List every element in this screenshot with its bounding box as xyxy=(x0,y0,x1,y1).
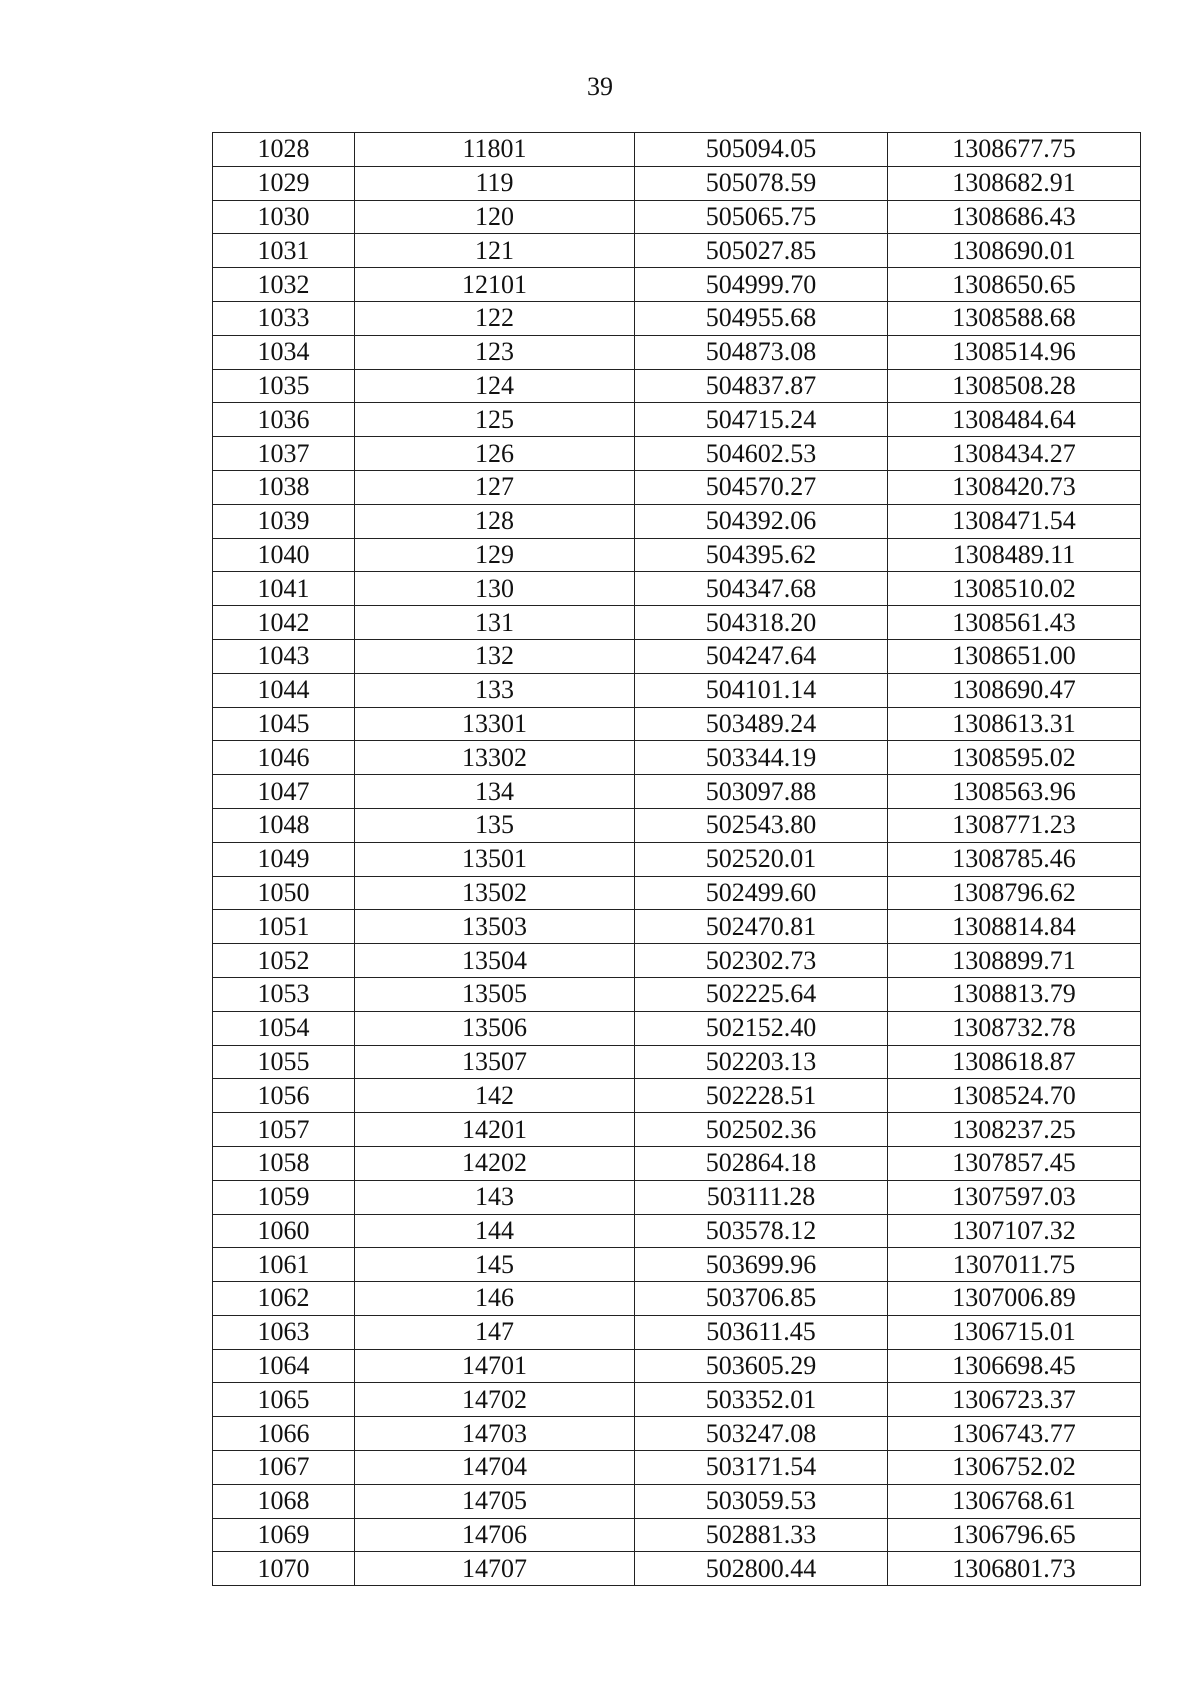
point-number-cell: 11801 xyxy=(355,133,635,167)
x-coordinate-cell: 503171.54 xyxy=(635,1451,888,1485)
point-number-cell: 13503 xyxy=(355,910,635,944)
y-coordinate-cell: 1308899.71 xyxy=(888,944,1141,978)
x-coordinate-cell: 504602.53 xyxy=(635,437,888,471)
y-coordinate-cell: 1308677.75 xyxy=(888,133,1141,167)
x-coordinate-cell: 504955.68 xyxy=(635,301,888,335)
point-number-cell: 122 xyxy=(355,301,635,335)
table-row xyxy=(213,200,1141,234)
table-row xyxy=(213,403,1141,437)
table-row xyxy=(213,572,1141,606)
point-number-cell: 130 xyxy=(355,572,635,606)
point-number-cell: 13301 xyxy=(355,707,635,741)
x-coordinate-cell: 503247.08 xyxy=(635,1417,888,1451)
row-index-cell: 1062 xyxy=(213,1282,355,1316)
x-coordinate-cell: 503111.28 xyxy=(635,1180,888,1214)
row-index-cell: 1055 xyxy=(213,1045,355,1079)
row-index-cell: 1049 xyxy=(213,842,355,876)
y-coordinate-cell: 1308771.23 xyxy=(888,808,1141,842)
x-coordinate-cell: 505027.85 xyxy=(635,234,888,268)
x-coordinate-cell: 502225.64 xyxy=(635,977,888,1011)
row-index-cell: 1047 xyxy=(213,775,355,809)
row-index-cell: 1052 xyxy=(213,944,355,978)
point-number-cell: 131 xyxy=(355,606,635,640)
point-number-cell: 146 xyxy=(355,1282,635,1316)
row-index-cell: 1058 xyxy=(213,1146,355,1180)
y-coordinate-cell: 1306743.77 xyxy=(888,1417,1141,1451)
table-row xyxy=(213,504,1141,538)
table-row xyxy=(213,1214,1141,1248)
x-coordinate-cell: 504392.06 xyxy=(635,504,888,538)
y-coordinate-cell: 1308588.68 xyxy=(888,301,1141,335)
y-coordinate-cell: 1307857.45 xyxy=(888,1146,1141,1180)
row-index-cell: 1050 xyxy=(213,876,355,910)
y-coordinate-cell: 1308524.70 xyxy=(888,1079,1141,1113)
table-row xyxy=(213,673,1141,707)
row-index-cell: 1051 xyxy=(213,910,355,944)
y-coordinate-cell: 1308732.78 xyxy=(888,1011,1141,1045)
row-index-cell: 1045 xyxy=(213,707,355,741)
row-index-cell: 1048 xyxy=(213,808,355,842)
row-index-cell: 1057 xyxy=(213,1113,355,1147)
row-index-cell: 1054 xyxy=(213,1011,355,1045)
table-row xyxy=(213,1484,1141,1518)
point-number-cell: 13302 xyxy=(355,741,635,775)
y-coordinate-cell: 1308650.65 xyxy=(888,268,1141,302)
x-coordinate-cell: 502470.81 xyxy=(635,910,888,944)
row-index-cell: 1043 xyxy=(213,639,355,673)
point-number-cell: 14201 xyxy=(355,1113,635,1147)
x-coordinate-cell: 502543.80 xyxy=(635,808,888,842)
coordinates-table xyxy=(212,132,1141,1586)
point-number-cell: 124 xyxy=(355,369,635,403)
x-coordinate-cell: 505094.05 xyxy=(635,133,888,167)
x-coordinate-cell: 503578.12 xyxy=(635,1214,888,1248)
point-number-cell: 142 xyxy=(355,1079,635,1113)
y-coordinate-cell: 1308434.27 xyxy=(888,437,1141,471)
y-coordinate-cell: 1306698.45 xyxy=(888,1349,1141,1383)
y-coordinate-cell: 1308651.00 xyxy=(888,639,1141,673)
y-coordinate-cell: 1308613.31 xyxy=(888,707,1141,741)
x-coordinate-cell: 503605.29 xyxy=(635,1349,888,1383)
table-row xyxy=(213,1146,1141,1180)
y-coordinate-cell: 1306768.61 xyxy=(888,1484,1141,1518)
row-index-cell: 1060 xyxy=(213,1214,355,1248)
point-number-cell: 133 xyxy=(355,673,635,707)
x-coordinate-cell: 504395.62 xyxy=(635,538,888,572)
row-index-cell: 1069 xyxy=(213,1518,355,1552)
x-coordinate-cell: 504570.27 xyxy=(635,470,888,504)
table-row xyxy=(213,335,1141,369)
point-number-cell: 120 xyxy=(355,200,635,234)
y-coordinate-cell: 1308237.25 xyxy=(888,1113,1141,1147)
y-coordinate-cell: 1308514.96 xyxy=(888,335,1141,369)
x-coordinate-cell: 505065.75 xyxy=(635,200,888,234)
x-coordinate-cell: 503489.24 xyxy=(635,707,888,741)
row-index-cell: 1028 xyxy=(213,133,355,167)
point-number-cell: 134 xyxy=(355,775,635,809)
x-coordinate-cell: 504715.24 xyxy=(635,403,888,437)
y-coordinate-cell: 1308686.43 xyxy=(888,200,1141,234)
table-row xyxy=(213,808,1141,842)
row-index-cell: 1053 xyxy=(213,977,355,1011)
x-coordinate-cell: 502800.44 xyxy=(635,1552,888,1586)
row-index-cell: 1041 xyxy=(213,572,355,606)
table-row xyxy=(213,1417,1141,1451)
row-index-cell: 1061 xyxy=(213,1248,355,1282)
x-coordinate-cell: 503352.01 xyxy=(635,1383,888,1417)
point-number-cell: 12101 xyxy=(355,268,635,302)
table-row xyxy=(213,1552,1141,1586)
x-coordinate-cell: 503059.53 xyxy=(635,1484,888,1518)
row-index-cell: 1033 xyxy=(213,301,355,335)
point-number-cell: 14705 xyxy=(355,1484,635,1518)
row-index-cell: 1042 xyxy=(213,606,355,640)
table-row xyxy=(213,1113,1141,1147)
table-row xyxy=(213,1383,1141,1417)
row-index-cell: 1064 xyxy=(213,1349,355,1383)
row-index-cell: 1034 xyxy=(213,335,355,369)
point-number-cell: 144 xyxy=(355,1214,635,1248)
y-coordinate-cell: 1308595.02 xyxy=(888,741,1141,775)
x-coordinate-cell: 502152.40 xyxy=(635,1011,888,1045)
point-number-cell: 13501 xyxy=(355,842,635,876)
point-number-cell: 126 xyxy=(355,437,635,471)
x-coordinate-cell: 503344.19 xyxy=(635,741,888,775)
x-coordinate-cell: 502502.36 xyxy=(635,1113,888,1147)
point-number-cell: 13504 xyxy=(355,944,635,978)
y-coordinate-cell: 1308508.28 xyxy=(888,369,1141,403)
y-coordinate-cell: 1308813.79 xyxy=(888,977,1141,1011)
table-row xyxy=(213,639,1141,673)
point-number-cell: 143 xyxy=(355,1180,635,1214)
row-index-cell: 1059 xyxy=(213,1180,355,1214)
row-index-cell: 1070 xyxy=(213,1552,355,1586)
table-row xyxy=(213,876,1141,910)
point-number-cell: 14706 xyxy=(355,1518,635,1552)
table-row xyxy=(213,1349,1141,1383)
point-number-cell: 147 xyxy=(355,1315,635,1349)
point-number-cell: 14701 xyxy=(355,1349,635,1383)
x-coordinate-cell: 504347.68 xyxy=(635,572,888,606)
y-coordinate-cell: 1306752.02 xyxy=(888,1451,1141,1485)
point-number-cell: 14707 xyxy=(355,1552,635,1586)
row-index-cell: 1029 xyxy=(213,166,355,200)
row-index-cell: 1039 xyxy=(213,504,355,538)
point-number-cell: 132 xyxy=(355,639,635,673)
point-number-cell: 119 xyxy=(355,166,635,200)
point-number-cell: 129 xyxy=(355,538,635,572)
x-coordinate-cell: 502499.60 xyxy=(635,876,888,910)
y-coordinate-cell: 1308420.73 xyxy=(888,470,1141,504)
y-coordinate-cell: 1308690.01 xyxy=(888,234,1141,268)
point-number-cell: 14704 xyxy=(355,1451,635,1485)
row-index-cell: 1036 xyxy=(213,403,355,437)
y-coordinate-cell: 1307597.03 xyxy=(888,1180,1141,1214)
y-coordinate-cell: 1308690.47 xyxy=(888,673,1141,707)
table-row xyxy=(213,944,1141,978)
y-coordinate-cell: 1308563.96 xyxy=(888,775,1141,809)
coordinates-table-body xyxy=(213,133,1141,1586)
y-coordinate-cell: 1306801.73 xyxy=(888,1552,1141,1586)
x-coordinate-cell: 502881.33 xyxy=(635,1518,888,1552)
row-index-cell: 1031 xyxy=(213,234,355,268)
y-coordinate-cell: 1308510.02 xyxy=(888,572,1141,606)
table-row xyxy=(213,1248,1141,1282)
point-number-cell: 135 xyxy=(355,808,635,842)
x-coordinate-cell: 504873.08 xyxy=(635,335,888,369)
x-coordinate-cell: 503706.85 xyxy=(635,1282,888,1316)
table-row xyxy=(213,301,1141,335)
table-row xyxy=(213,268,1141,302)
point-number-cell: 123 xyxy=(355,335,635,369)
point-number-cell: 121 xyxy=(355,234,635,268)
table-row xyxy=(213,1282,1141,1316)
point-number-cell: 14702 xyxy=(355,1383,635,1417)
row-index-cell: 1044 xyxy=(213,673,355,707)
table-row xyxy=(213,133,1141,167)
x-coordinate-cell: 503611.45 xyxy=(635,1315,888,1349)
row-index-cell: 1056 xyxy=(213,1079,355,1113)
y-coordinate-cell: 1308785.46 xyxy=(888,842,1141,876)
x-coordinate-cell: 502228.51 xyxy=(635,1079,888,1113)
row-index-cell: 1046 xyxy=(213,741,355,775)
y-coordinate-cell: 1308471.54 xyxy=(888,504,1141,538)
y-coordinate-cell: 1308618.87 xyxy=(888,1045,1141,1079)
table-row xyxy=(213,538,1141,572)
row-index-cell: 1065 xyxy=(213,1383,355,1417)
row-index-cell: 1067 xyxy=(213,1451,355,1485)
table-row xyxy=(213,1315,1141,1349)
table-row xyxy=(213,1180,1141,1214)
point-number-cell: 13506 xyxy=(355,1011,635,1045)
table-row xyxy=(213,1451,1141,1485)
table-row xyxy=(213,910,1141,944)
x-coordinate-cell: 502520.01 xyxy=(635,842,888,876)
table-row xyxy=(213,1518,1141,1552)
point-number-cell: 13507 xyxy=(355,1045,635,1079)
point-number-cell: 125 xyxy=(355,403,635,437)
row-index-cell: 1037 xyxy=(213,437,355,471)
point-number-cell: 13505 xyxy=(355,977,635,1011)
table-row xyxy=(213,977,1141,1011)
point-number-cell: 14703 xyxy=(355,1417,635,1451)
x-coordinate-cell: 504247.64 xyxy=(635,639,888,673)
table-row xyxy=(213,470,1141,504)
x-coordinate-cell: 503097.88 xyxy=(635,775,888,809)
table-row xyxy=(213,842,1141,876)
y-coordinate-cell: 1308489.11 xyxy=(888,538,1141,572)
point-number-cell: 13502 xyxy=(355,876,635,910)
row-index-cell: 1066 xyxy=(213,1417,355,1451)
y-coordinate-cell: 1308682.91 xyxy=(888,166,1141,200)
y-coordinate-cell: 1307107.32 xyxy=(888,1214,1141,1248)
y-coordinate-cell: 1308814.84 xyxy=(888,910,1141,944)
y-coordinate-cell: 1306796.65 xyxy=(888,1518,1141,1552)
row-index-cell: 1030 xyxy=(213,200,355,234)
row-index-cell: 1038 xyxy=(213,470,355,504)
x-coordinate-cell: 504999.70 xyxy=(635,268,888,302)
x-coordinate-cell: 503699.96 xyxy=(635,1248,888,1282)
x-coordinate-cell: 502864.18 xyxy=(635,1146,888,1180)
row-index-cell: 1032 xyxy=(213,268,355,302)
table-row xyxy=(213,437,1141,471)
x-coordinate-cell: 505078.59 xyxy=(635,166,888,200)
y-coordinate-cell: 1308561.43 xyxy=(888,606,1141,640)
table-row xyxy=(213,369,1141,403)
y-coordinate-cell: 1308484.64 xyxy=(888,403,1141,437)
y-coordinate-cell: 1306715.01 xyxy=(888,1315,1141,1349)
table-row xyxy=(213,775,1141,809)
table-row xyxy=(213,166,1141,200)
x-coordinate-cell: 504101.14 xyxy=(635,673,888,707)
point-number-cell: 128 xyxy=(355,504,635,538)
point-number-cell: 14202 xyxy=(355,1146,635,1180)
x-coordinate-cell: 502302.73 xyxy=(635,944,888,978)
row-index-cell: 1035 xyxy=(213,369,355,403)
table-row xyxy=(213,606,1141,640)
y-coordinate-cell: 1307011.75 xyxy=(888,1248,1141,1282)
table-row xyxy=(213,234,1141,268)
row-index-cell: 1063 xyxy=(213,1315,355,1349)
table-row xyxy=(213,707,1141,741)
x-coordinate-cell: 504837.87 xyxy=(635,369,888,403)
point-number-cell: 127 xyxy=(355,470,635,504)
table-row xyxy=(213,1079,1141,1113)
row-index-cell: 1040 xyxy=(213,538,355,572)
row-index-cell: 1068 xyxy=(213,1484,355,1518)
x-coordinate-cell: 504318.20 xyxy=(635,606,888,640)
page-number: 39 xyxy=(587,72,613,101)
table-row xyxy=(213,1011,1141,1045)
y-coordinate-cell: 1308796.62 xyxy=(888,876,1141,910)
table-row xyxy=(213,741,1141,775)
table-row xyxy=(213,1045,1141,1079)
y-coordinate-cell: 1306723.37 xyxy=(888,1383,1141,1417)
y-coordinate-cell: 1307006.89 xyxy=(888,1282,1141,1316)
point-number-cell: 145 xyxy=(355,1248,635,1282)
x-coordinate-cell: 502203.13 xyxy=(635,1045,888,1079)
